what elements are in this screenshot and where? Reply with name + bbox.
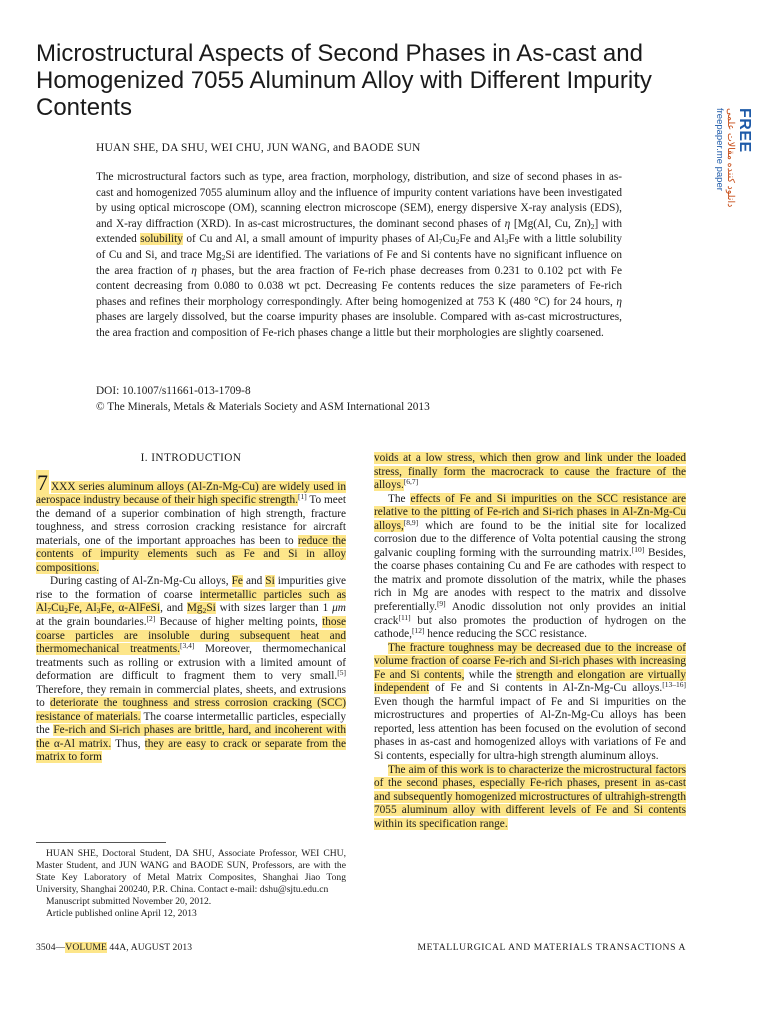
paragraph: The effects of Fe and Si impurities on the SCC resistance are relative to the pitting of Fe-rich and Si-rich phases in Al-Zn-Mg-Cu alloys,[8,9] which are found to be the initial site for localized corrosion due to the difference of Volta potential causing the strong galvanic coupling forming with the surrounding matrix.[10] Besides, the coarse phases containing Cu and Fe are cathodes with respect to the matrix and promote dissolution of the matrix, while the phases rich in Mg are anodes with respect to the matrix and dissolve preferentially.[9] Anodic dissolution not only provides an initial crack[11] but also promotes the production of hydrogen on the cathode,[12] hence reducing the SCC resistance. — [374, 492, 686, 641]
highlight: voids at a low stress, which then grow and link under the loaded stress, finally form the macrocrack to cause the fracture of the alloys. — [374, 452, 686, 492]
page-footer-left: 3504—VOLUME 44A, AUGUST 2013 — [36, 942, 193, 953]
journal-name: METALLURGICAL AND MATERIALS TRANSACTIONS A — [417, 942, 686, 953]
drop-cap: 7 — [37, 469, 48, 495]
highlight: Si — [265, 575, 275, 588]
highlight: deteriorate the toughness and stress corrosion cracking (SCC) resistance of materials. — [36, 697, 346, 723]
highlight: solubility — [140, 233, 183, 246]
watermark-site: freepaper.me paper — [714, 108, 725, 191]
highlight: The fracture toughness may be decreased due to the increase of volume fraction of coarse Fe-rich and Si-rich phases with increasing Fe and Si contents, — [374, 641, 686, 681]
publication-date: Article published online April 12, 2013 — [46, 908, 197, 919]
highlight: VOLUME — [65, 942, 107, 953]
highlight: effects of Fe and Si impurities — [410, 492, 557, 505]
citation-link[interactable]: [2] — [146, 614, 156, 624]
citation-link[interactable]: [9] — [436, 599, 446, 609]
citation-link[interactable]: [10] — [631, 544, 645, 554]
highlight: XXX series aluminum alloys (Al-Zn-Mg-Cu) are widely used in aerospace industry because of their high specific strength. — [36, 480, 346, 507]
citation-link[interactable]: [6,7] — [403, 477, 419, 487]
footnote — [36, 848, 346, 920]
highlight: on the SCC resistance are relative to the pitting of Fe-rich and Si-rich phases in Al-Zn-Mg-Cu alloys, — [374, 492, 686, 532]
watermark-logo: FREE — [736, 108, 753, 153]
paragraph — [374, 764, 686, 832]
highlight: $Mg_2Si$ — [186, 602, 216, 616]
citation-link[interactable]: [1] — [297, 492, 307, 502]
doi-block — [96, 384, 622, 415]
left-column — [36, 452, 346, 765]
citation-link[interactable]: [13–16] — [662, 680, 686, 690]
highlight: Fe-rich and Si-rich phases are brittle, hard, and incoherent with the α-Al matrix. — [36, 724, 346, 750]
page-number: 3504 — [36, 942, 56, 953]
paper-title: Microstructural Aspects of Second Phases in As-cast and Homogenized 7055 Aluminum Alloy with Different Impurity Contents — [36, 40, 652, 121]
highlight: intermetallic particles such as $Al_7Cu_2Fe$, $Al_3Fe$, α-AlFeSi — [36, 588, 346, 616]
citation-link[interactable]: [5] — [337, 668, 346, 678]
citation-link[interactable]: [3,4] — [179, 641, 195, 651]
section-heading: I. INTRODUCTION — [140, 452, 242, 464]
highlight: The aim of this work is to characterize the microstructural factors of the second phases, especially Fe-rich phases, present in as-cast and subsequently homogenized microstructures of ultrahigh-strength 7055 aluminum alloy with different levels of Fe and Si contents within its specification range. — [374, 763, 686, 830]
highlight: strength — [516, 668, 553, 681]
right-column — [374, 452, 686, 831]
highlight: and elongation are virtually independent — [374, 668, 686, 695]
affiliation-note: HUAN SHE, Doctoral Student, DA SHU, Associate Professor, WEI CHU, Master Student, and JUN WANG and BAODE SUN, Professors, are with the State Key Laboratory of Metal Matrix Composites, Shanghai Jiao Tong University, Shanghai 200240, P.R. China. Contact e-mail: dshu@sjtu.edu.cn — [36, 848, 346, 895]
submission-date: Manuscript submitted November 20, 2012. — [46, 896, 212, 907]
highlight: Fe — [231, 575, 243, 588]
paragraph: 7 XXX series aluminum alloys (Al-Zn-Mg-Cu) are widely used in aerospace industry because of their high specific strength.[1] To meet the demand of a superior combination of high strength, fracture toughness, and stress corrosion cracking resistance for aircraft materials, one of the important approaches has been to reduce the contents of impurity elements such as Fe and Si in alloy compositions. — [36, 469, 346, 574]
copyright-line: © The Minerals, Metals & Materials Society and ASM International 2013 — [96, 400, 430, 413]
author-list: HUAN SHE, DA SHU, WEI CHU, JUN WANG, and BAODE SUN — [96, 142, 421, 154]
paragraph — [374, 452, 686, 493]
citation-link[interactable]: [11] — [398, 612, 411, 622]
abstract: The microstructural factors such as type, area fraction, morphology, distribution, and size of second phases in as-cast and homogenized 7055 aluminum alloy and the influence of impurity content variations have been investigated by using optical microscope (OM), scanning electron microscope (SEM), energy dispersive X-ray analysis (EDS), and X-ray diffraction (XRD). In as-cast microstructures, the dominant second phases of η [Mg(Al, Cu, $Zn)_2$] with extended solubility of Cu and Al, a small amount of impurity phases of $Al_7Cu_2Fe$ and $Al_3Fe$ with a little solubility of Cu and Si, and trace $Mg_2Si$ are identified. The variations of Fe and Si contents have no significant influence on the area fraction of η phases, but the area fraction of Fe-rich phase decreases from 0.231 to 0.102 pct with Fe content decreasing from 0.080 to 0.038 wt pct. Decreasing Fe contents reduces the size parameters of Fe-rich phases and refines their morphology correspondingly. After being homogenized at 753 K (480 °C) for 24 hours, η phases are largely dissolved, but the coarse impurity phases are insoluble. Compared with as-cast microstructures, the area fraction and composition of Fe-rich phases change a little but their morphologies are slightly coarsened. — [96, 171, 622, 339]
watermark-tagline: دانلود کننده مقالات علمی — [725, 108, 736, 208]
footnote-divider — [36, 842, 166, 843]
paragraph: The fracture toughness may be decreased due to the increase of volume fraction of coarse Fe-rich and Si-rich phases with increasing Fe and Si contents, while the strength and elongation are virtually independent of Fe and Si contents in Al-Zn-Mg-Cu alloys.[13–16] Even though the harmful impact of Fe and Si impurities on the microstructures and properties of Al-Zn-Mg-Cu alloys has been reported, less attention has been focused on the evolution of second phases in as-cast and homogenized alloys with variations of Fe and Si contents, especially for ultra-high strength aluminum alloys. — [374, 641, 686, 763]
highlight: reduce the contents of impurity elements such as Fe and Si in alloy compositions. — [36, 534, 346, 574]
paragraph: During casting of Al-Zn-Mg-Cu alloys, Fe and Si impurities give rise to the formation of coarse intermetallic particles such as $Al_7Cu_2Fe$, $Al_3Fe$, α-AlFeSi, and $Mg_2Si$ with sizes larger than 1 μm at the grain boundaries.[2] Because of higher melting points, those coarse particles are insoluble during subsequent heat and thermomechanical treatments.[3,4] Moreover, thermomechanical treatments such as rolling or extrusion with a limited amount of deformation are difficult to fragment them to very small.[5] Therefore, they remain in commercial plates, sheets, and extrusions to deteriorate the toughness and stress corrosion cracking (SCC) resistance of materials. The coarse intermetallic particles, especially the Fe-rich and Si-rich phases are brittle, hard, and incoherent with the α-Al matrix. Thus, they are easy to crack or separate from the matrix to form — [36, 575, 347, 764]
highlight: those coarse particles are insoluble during subsequent heat and thermomechanical treatments. — [36, 616, 346, 656]
citation-link[interactable]: [12] — [411, 626, 425, 636]
doi-link[interactable]: DOI: 10.1007/s11661-013-1709-8 — [96, 385, 251, 397]
highlight: they are easy to crack or separate from the matrix to form — [36, 737, 346, 764]
citation-link[interactable]: [8,9] — [403, 517, 419, 527]
